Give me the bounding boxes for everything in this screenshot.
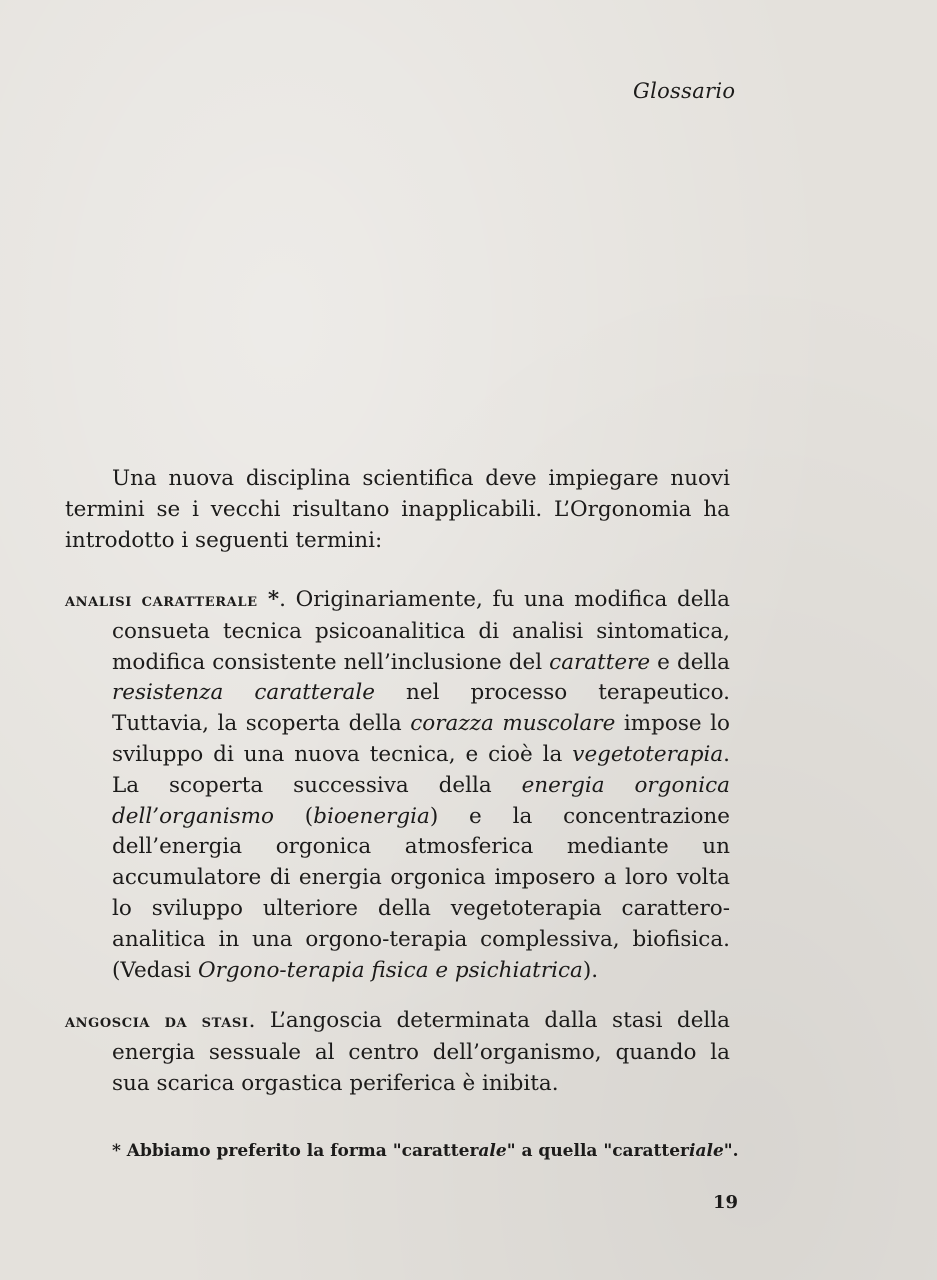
entry-text: . La scoperta successiva della [112, 741, 730, 798]
entry-italic: carattere [549, 649, 651, 675]
entry-text: . L’angoscia determinata dalla stasi della energia sessuale al centro dell’organismo, quando la sua scarica orgastica periferica è inibita. [112, 1008, 730, 1096]
entry-term: analisi caratterale [65, 590, 258, 611]
glossary-entry-angoscia-da-stasi [65, 1006, 730, 1099]
entry-italic: bioenergia [313, 803, 430, 829]
entry-italic: vegetoterapia [572, 741, 724, 767]
entry-term: angoscia da stasi [65, 1011, 249, 1032]
footnote-form-2 [603, 1141, 723, 1161]
entry-text: impose lo sviluppo di una nuova tecnica, e cioè la [112, 711, 730, 767]
footnote-text: ". [723, 1141, 739, 1161]
footnote-form-1-stem: "caratter [392, 1141, 479, 1161]
entry-italic: energia orgonica dell’organismo [112, 772, 730, 829]
footnote-text: " a quella [506, 1141, 604, 1161]
footnote-reference: * [257, 587, 280, 612]
intro-paragraph: Una nuova disciplina scientifica deve impiegare nuovi termini se i vecchi risultano inapplicabili. L’Orgonomia ha introdotto i seguenti termini: [65, 466, 730, 553]
footnote [112, 1139, 739, 1163]
footnote-text: Abbiamo preferito la forma [120, 1141, 393, 1161]
entry-text: ( [273, 803, 314, 829]
glossary-entry-analisi-caratterale [65, 585, 730, 986]
footnote-form-1 [393, 1141, 507, 1161]
footnote-form-2-suffix: iale [689, 1141, 724, 1161]
entry-text: ) e la concentrazione dell’energia orgonica atmosferica mediante un accumulatore di energia orgonica imposero a loro volta lo sviluppo ulteriore della vegetoterapia carattero-analitica in una orgono-terapia complessiva, biofisica. (Vedasi [112, 803, 730, 983]
page-number: 19 [713, 1192, 739, 1213]
entry-text: e della [650, 649, 731, 675]
footnote-form-2-stem: "caratter [603, 1141, 690, 1161]
footnote-mark: * [112, 1141, 121, 1161]
entry-italic: corazza muscolare [410, 711, 616, 737]
entry-text: . Originariamente, fu una modifica della consueta tecnica psicoanalitica di analisi sintomatica, modifica consistente nell’inclusione del [112, 587, 730, 675]
entry-text: nel processo terapeutico. Tuttavia, la scoperta della [112, 680, 730, 737]
entry-italic: Orgono-terapia fisica e psichiatrica [198, 957, 583, 983]
entry-italic: resistenza caratterale [112, 680, 375, 706]
running-head: Glossario [633, 79, 736, 103]
footnote-form-1-suffix: ale [478, 1141, 507, 1161]
entry-text: ). [582, 957, 599, 983]
